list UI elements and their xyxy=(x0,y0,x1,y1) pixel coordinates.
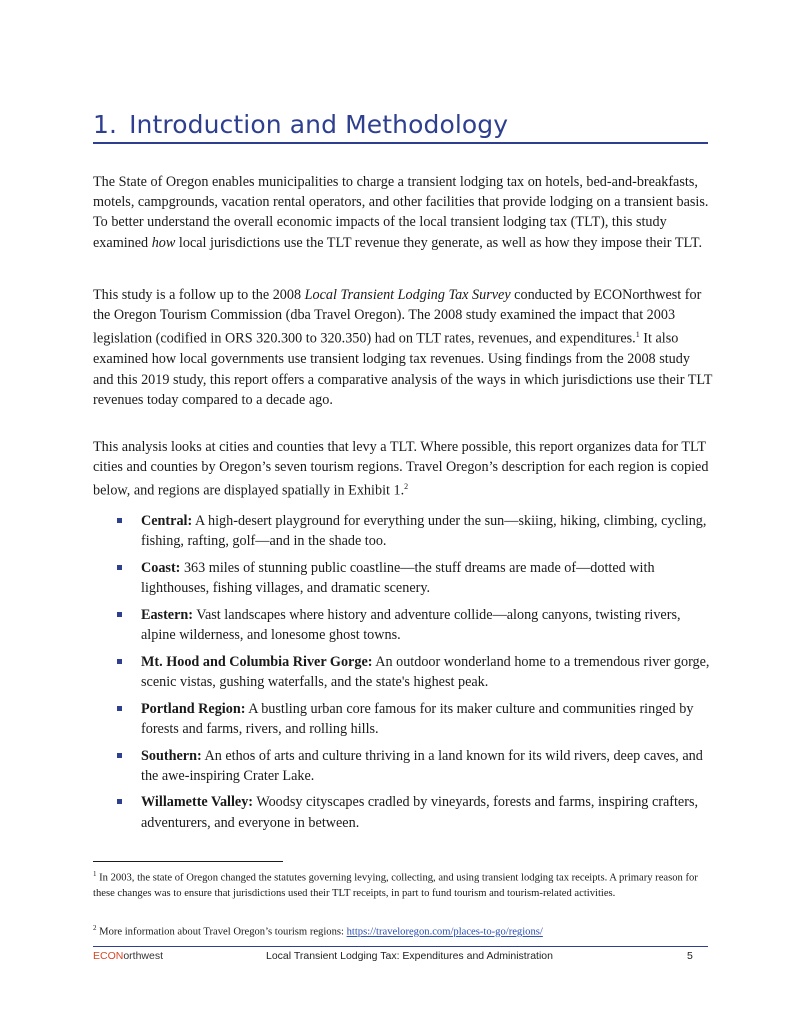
region-description: Vast landscapes where history and adventure collide—along canyons, twisting rivers, alpine wilderness, and lonesome ghost towns. xyxy=(141,606,681,644)
footnote-text: More information about Travel Oregon’s tourism regions: xyxy=(96,926,347,938)
footer-divider xyxy=(93,946,708,947)
p1-text-b: local jurisdictions use the TLT revenue they generate, as well as how they impose their TLT. xyxy=(175,234,703,251)
footnote-ref-1[interactable]: 1 xyxy=(635,330,640,340)
bullet-square-icon xyxy=(117,799,122,804)
list-item xyxy=(117,511,717,551)
footnote-ref-2[interactable]: 2 xyxy=(404,482,409,492)
paragraph-background xyxy=(93,285,713,410)
regions-list xyxy=(117,511,717,839)
footnote-divider xyxy=(93,861,283,862)
region-name: Mt. Hood and Columbia River Gorge: xyxy=(141,653,373,670)
list-item xyxy=(117,699,717,739)
footnote-text: In 2003, the state of Oregon changed the statutes governing levying, collecting, and using transient lodging tax receipts. A primary reason for these changes was to ensure that jurisdictions used their TLT receipts, in part to fund tourism and tourism-related activities. xyxy=(93,872,698,900)
p2-text-c: It also examined how local governments use transient lodging tax revenues. Using findings from the 2008 study and this 2019 study, this report offers a comparative analysis of the ways in which jurisdictions use their TLT revenues today compared to a decade ago. xyxy=(93,331,713,408)
p2-text-b: conducted by ECONorthwest for the Oregon Tourism Commission (dba Travel Oregon). The 2008 study examined the impact that 2003 legislation (codified in ORS 320.300 to 320.350) had on TLT rates, revenues, and expenditures. xyxy=(93,287,702,348)
footer-title: Local Transient Lodging Tax: Expenditures and Administration xyxy=(266,950,553,962)
bullet-square-icon xyxy=(117,518,122,523)
footer-brand xyxy=(93,950,163,962)
list-item xyxy=(117,558,717,598)
footnote-2 xyxy=(93,921,713,940)
region-description: A bustling urban core famous for its maker culture and communities ringed by forests and farms, rivers, and rolling hills. xyxy=(141,700,694,737)
section-heading xyxy=(93,110,708,144)
list-item xyxy=(117,746,717,786)
region-description: An outdoor wonderland home to a tremendous river gorge, scenic vistas, gushing waterfalls, and the state's highest peak. xyxy=(141,653,710,690)
brand-orthwest: orthwest xyxy=(123,950,164,962)
p3-text: This analysis looks at cities and counties that levy a TLT. Where possible, this report organizes data for TLT cities and counties by Oregon’s seven tourism regions. Travel Oregon’s description for each region is copied below, and regions are displayed spatially in Exhibit 1. xyxy=(93,439,709,500)
list-item xyxy=(117,652,717,692)
p1-emphasis: how xyxy=(151,234,176,251)
page-number: 5 xyxy=(687,950,693,962)
p2-text-a: This study is a follow up to the 2008 xyxy=(93,287,305,303)
bullet-square-icon xyxy=(117,565,122,570)
bullet-square-icon xyxy=(117,753,122,758)
region-name: Willamette Valley: xyxy=(141,794,254,811)
footnote-number: 2 xyxy=(93,924,97,932)
brand-econ: ECON xyxy=(93,950,124,962)
bullet-square-icon xyxy=(117,612,122,617)
p1-text-a: The State of Oregon enables municipalities to charge a transient lodging tax on hotels, bed-and-breakfasts, motels, campgrounds, vacation rental operators, and other facilities that provide lodging on a transient basis. To better understand the overall economic impacts of the local transient lodging tax (TLT), this study examined xyxy=(93,174,709,251)
region-name: Portland Region: xyxy=(141,700,246,717)
p2-survey-title: Local Transient Lodging Tax Survey xyxy=(304,287,511,303)
footnote-1 xyxy=(93,867,713,902)
region-name: Southern: xyxy=(141,747,202,764)
section-number: 1. xyxy=(93,110,118,139)
list-item xyxy=(117,605,717,645)
bullet-square-icon xyxy=(117,659,122,664)
region-description: A high-desert playground for everything under the sun—skiing, hiking, climbing, cycling, fishing, rafting, golf—and in the shade too. xyxy=(141,513,707,550)
region-name: Central: xyxy=(141,513,193,529)
region-description: An ethos of arts and culture thriving in a land known for its wild rivers, deep caves, and the awe-inspiring Crater Lake. xyxy=(141,747,703,784)
region-name: Eastern: xyxy=(141,606,194,623)
paragraph-intro xyxy=(93,172,713,253)
section-title: Introduction and Methodology xyxy=(129,110,509,139)
region-name: Coast: xyxy=(141,559,181,576)
region-description: 363 miles of stunning public coastline—the stuff dreams are made of—dotted with lighthouses, fishing villages, and dramatic scenery. xyxy=(141,559,655,597)
list-item xyxy=(117,792,717,832)
bullet-square-icon xyxy=(117,706,122,711)
regions-link[interactable]: https://traveloregon.com/places-to-go/regions/ xyxy=(346,926,543,938)
footnote-number: 1 xyxy=(93,870,97,878)
region-description: Woodsy cityscapes cradled by vineyards, forests and farms, inspiring crafters, adventurers, and everyone in between. xyxy=(141,794,699,831)
paragraph-regions-intro xyxy=(93,437,713,501)
